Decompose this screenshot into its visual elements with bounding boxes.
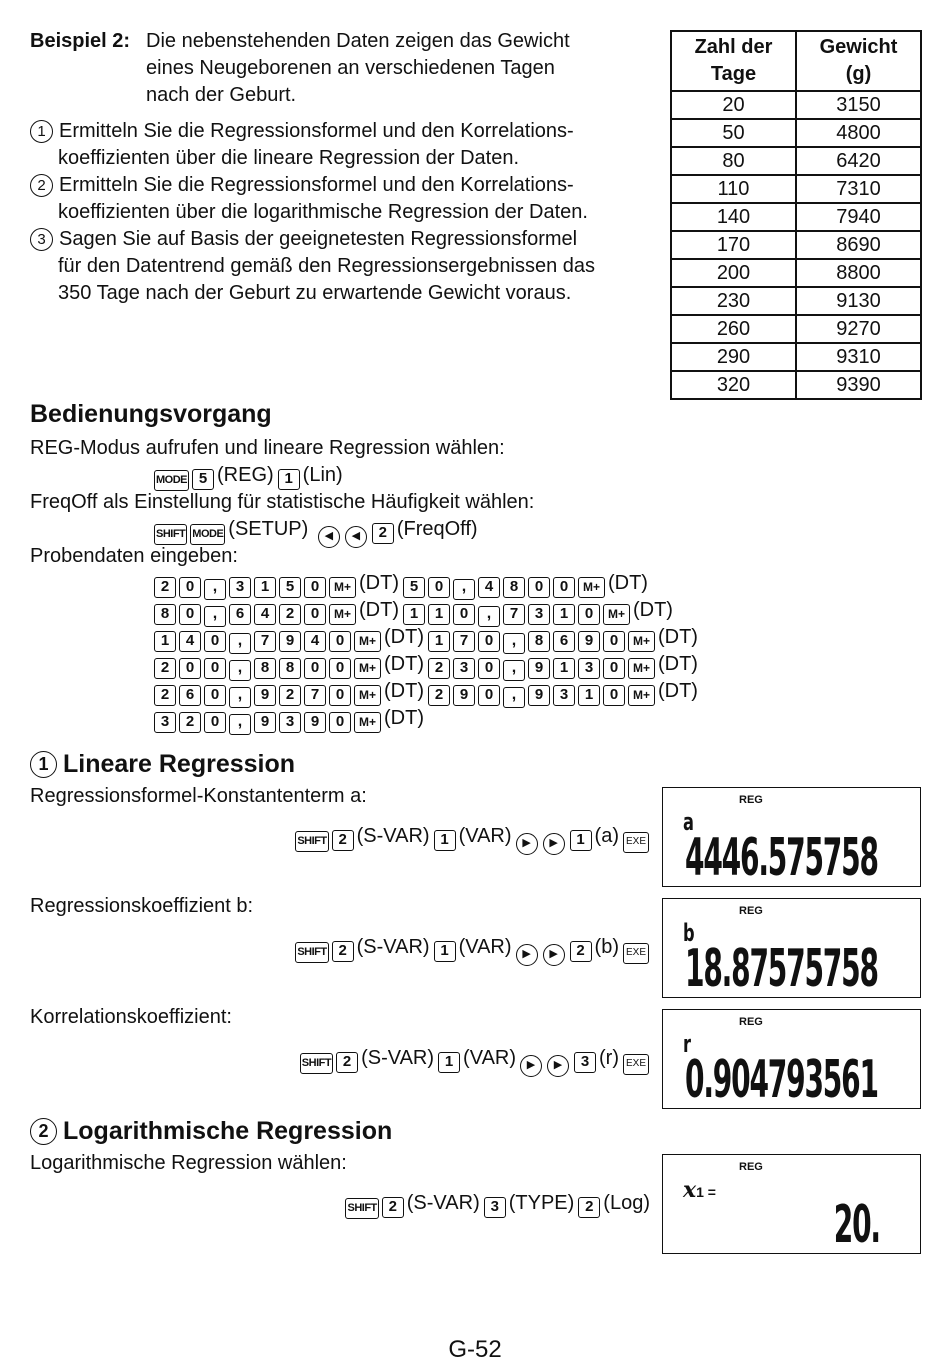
task-text: koeffizienten über die lineare Regression der Daten. xyxy=(58,147,520,169)
key-sequence xyxy=(295,934,652,961)
cell-days: 320 xyxy=(671,371,796,399)
digit-key[interactable]: 2 xyxy=(279,685,301,706)
digit-key[interactable]: 8 xyxy=(528,631,550,652)
display-value: 4446.575758 xyxy=(685,828,878,888)
digit-key[interactable]: 6 xyxy=(229,604,251,625)
shift-key[interactable]: SHIFT xyxy=(295,831,328,852)
data-entry-line xyxy=(154,651,702,678)
key-5[interactable]: 5 xyxy=(192,469,214,490)
digit-key[interactable]: 4 xyxy=(304,631,326,652)
digit-key[interactable]: 0 xyxy=(329,685,351,706)
key-annotation: (SETUP) xyxy=(228,518,309,540)
data-table xyxy=(670,30,922,400)
key-2[interactable]: 2 xyxy=(336,1052,358,1073)
digit-key[interactable]: 9 xyxy=(279,631,301,652)
digit-key[interactable]: 7 xyxy=(453,631,475,652)
digit-key[interactable]: 0 xyxy=(603,685,625,706)
calculator-display xyxy=(662,1009,921,1109)
cell-days: 200 xyxy=(671,259,796,287)
digit-key[interactable]: 6 xyxy=(179,685,201,706)
cell-days: 260 xyxy=(671,315,796,343)
key-annotation: (DT) xyxy=(607,572,648,594)
comma-key[interactable]: , xyxy=(478,606,500,627)
digit-key[interactable]: 0 xyxy=(329,658,351,679)
digit-key[interactable]: 3 xyxy=(578,658,600,679)
digit-key[interactable]: 0 xyxy=(329,712,351,733)
section-number: 1 xyxy=(30,751,57,778)
key-annotation: (a) xyxy=(594,825,619,847)
step-text: FreqOff als Einstellung für statistische Häufigkeit wählen: xyxy=(30,491,535,513)
digit-key[interactable]: 0 xyxy=(304,604,326,625)
cell-weight: 8800 xyxy=(796,259,921,287)
step-text: REG-Modus aufrufen und lineare Regression wählen: xyxy=(30,437,505,459)
digit-key[interactable]: 3 xyxy=(453,658,475,679)
digit-key[interactable]: 0 xyxy=(603,658,625,679)
digit-key[interactable]: 1 xyxy=(428,604,450,625)
exe-key[interactable]: EXE xyxy=(623,832,649,853)
display-value: 0.904793561 xyxy=(685,1050,878,1110)
shift-key[interactable]: SHIFT xyxy=(154,524,187,545)
comma-key[interactable]: , xyxy=(453,579,475,600)
key-2[interactable]: 2 xyxy=(332,830,354,851)
task-1 xyxy=(30,118,574,145)
mplus-key[interactable]: M+ xyxy=(603,604,630,625)
mplus-key[interactable]: M+ xyxy=(354,685,381,706)
digit-key[interactable]: 0 xyxy=(528,577,550,598)
mplus-key[interactable]: M+ xyxy=(329,577,356,598)
cell-weight: 9270 xyxy=(796,315,921,343)
mode-indicator: REG xyxy=(739,794,763,806)
digit-key[interactable]: 2 xyxy=(428,685,450,706)
table-row xyxy=(671,119,921,147)
digit-key[interactable]: 5 xyxy=(403,577,425,598)
data-entry-line xyxy=(154,624,702,651)
key-3[interactable]: 3 xyxy=(484,1197,506,1218)
cell-days: 80 xyxy=(671,147,796,175)
cell-days: 170 xyxy=(671,231,796,259)
cell-weight: 9310 xyxy=(796,343,921,371)
key-annotation: (DT) xyxy=(384,653,424,675)
mplus-key[interactable]: M+ xyxy=(354,658,381,679)
step-text: Probendaten eingeben: xyxy=(30,545,238,567)
data-entry-line xyxy=(154,678,702,705)
key-annotation: (VAR) xyxy=(458,825,512,847)
table-row xyxy=(671,315,921,343)
table-row xyxy=(671,231,921,259)
key-sequence xyxy=(300,1045,652,1072)
digit-key[interactable]: 0 xyxy=(304,658,326,679)
comma-key[interactable]: , xyxy=(503,687,525,708)
cell-days: 110 xyxy=(671,175,796,203)
data-entry-line xyxy=(154,705,428,732)
mplus-key[interactable]: M+ xyxy=(354,631,381,652)
digit-key[interactable]: 0 xyxy=(553,577,575,598)
task-text: für den Datentrend gemäß den Regressionsergebnissen das xyxy=(58,255,595,277)
digit-key[interactable]: 2 xyxy=(154,577,176,598)
key-sequence xyxy=(154,462,347,489)
section-heading-linear xyxy=(30,750,295,779)
mode-indicator: REG xyxy=(739,1016,763,1028)
digit-key[interactable]: 7 xyxy=(503,604,525,625)
digit-key[interactable]: 7 xyxy=(254,631,276,652)
digit-key[interactable]: 8 xyxy=(154,604,176,625)
key-last[interactable]: 1 xyxy=(570,830,592,851)
section-heading: Bedienungsvorgang xyxy=(30,400,272,428)
key-annotation: (b) xyxy=(594,936,619,958)
table-row xyxy=(671,343,921,371)
digit-key[interactable]: 0 xyxy=(179,658,201,679)
digit-key[interactable]: 5 xyxy=(279,577,301,598)
task-number: 2 xyxy=(30,174,53,197)
digit-key[interactable]: 0 xyxy=(304,577,326,598)
digit-key[interactable]: 9 xyxy=(578,631,600,652)
digit-key[interactable]: 9 xyxy=(304,712,326,733)
cursor-right-key[interactable]: ▶ xyxy=(547,1055,569,1077)
section-title: Logarithmische Regression xyxy=(63,1117,393,1145)
key-annotation: (Log) xyxy=(603,1192,650,1214)
cursor-left-key[interactable]: ◀ xyxy=(318,526,340,548)
calculator-display xyxy=(662,1154,921,1254)
display-variable: x1 = xyxy=(683,1177,716,1203)
digit-key[interactable]: 9 xyxy=(528,658,550,679)
mplus-key[interactable]: M+ xyxy=(628,658,655,679)
task-number: 1 xyxy=(30,120,53,143)
key-last[interactable]: 2 xyxy=(570,941,592,962)
cell-days: 50 xyxy=(671,119,796,147)
data-entry-line xyxy=(154,597,677,624)
key-1[interactable]: 1 xyxy=(434,830,456,851)
task-text: Ermitteln Sie die Regressionsformel und den Korrelations- xyxy=(59,174,574,196)
cursor-right-key[interactable]: ▶ xyxy=(516,944,538,966)
display-variable: a xyxy=(683,808,694,836)
key-last[interactable]: 3 xyxy=(574,1052,596,1073)
cell-weight: 4800 xyxy=(796,119,921,147)
shift-key[interactable]: SHIFT xyxy=(345,1198,378,1219)
digit-key[interactable]: 0 xyxy=(578,604,600,625)
digit-key[interactable]: 3 xyxy=(154,712,176,733)
key-2[interactable]: 2 xyxy=(382,1197,404,1218)
cell-weight: 7310 xyxy=(796,175,921,203)
cell-weight: 9390 xyxy=(796,371,921,399)
digit-key[interactable]: 0 xyxy=(204,631,226,652)
digit-key[interactable]: 9 xyxy=(254,712,276,733)
key-2[interactable]: 2 xyxy=(578,1197,600,1218)
digit-key[interactable]: 2 xyxy=(154,658,176,679)
item-label: Logarithmische Regression wählen: xyxy=(30,1152,347,1174)
calculator-display xyxy=(662,787,921,887)
digit-key[interactable]: 1 xyxy=(154,631,176,652)
cell-weight: 9130 xyxy=(796,287,921,315)
table-row xyxy=(671,175,921,203)
digit-key[interactable]: 8 xyxy=(279,658,301,679)
data-entry-line xyxy=(154,570,652,597)
table-header-days: Zahl der Tage xyxy=(671,31,796,91)
digit-key[interactable]: 0 xyxy=(603,631,625,652)
digit-key[interactable]: 8 xyxy=(254,658,276,679)
key-1[interactable]: 1 xyxy=(434,941,456,962)
digit-key[interactable]: 1 xyxy=(428,631,450,652)
comma-key[interactable]: , xyxy=(204,606,226,627)
digit-key[interactable]: 0 xyxy=(179,577,201,598)
digit-key[interactable]: 0 xyxy=(478,685,500,706)
digit-key[interactable]: 2 xyxy=(179,712,201,733)
digit-key[interactable]: 7 xyxy=(304,685,326,706)
table-row xyxy=(671,287,921,315)
comma-key[interactable]: , xyxy=(229,660,251,681)
digit-key[interactable]: 3 xyxy=(229,577,251,598)
digit-key[interactable]: 1 xyxy=(578,685,600,706)
intro-line: Die nebenstehenden Daten zeigen das Gewicht xyxy=(146,30,570,52)
digit-key[interactable]: 0 xyxy=(453,604,475,625)
digit-key[interactable]: 4 xyxy=(478,577,500,598)
digit-key[interactable]: 0 xyxy=(204,685,226,706)
cell-weight: 8690 xyxy=(796,231,921,259)
mplus-key[interactable]: M+ xyxy=(354,712,381,733)
key-annotation: (TYPE) xyxy=(508,1192,575,1214)
key-annotation: (S-VAR) xyxy=(361,1047,435,1069)
exe-key[interactable]: EXE xyxy=(623,943,649,964)
example-label: Beispiel 2: xyxy=(30,30,131,52)
key-annotation: (DT) xyxy=(384,626,424,648)
digit-key[interactable]: 4 xyxy=(254,604,276,625)
cell-weight: 6420 xyxy=(796,147,921,175)
digit-key[interactable]: 0 xyxy=(204,658,226,679)
task-text: koeffizienten über die logarithmische Regression der Daten. xyxy=(58,201,588,223)
table-header-weight: Gewicht (g) xyxy=(796,31,921,91)
task-text: Sagen Sie auf Basis der geeignetesten Regressionsformel xyxy=(59,228,578,250)
table-row xyxy=(671,91,921,119)
cell-days: 230 xyxy=(671,287,796,315)
task-number: 3 xyxy=(30,228,53,251)
comma-key[interactable]: , xyxy=(229,633,251,654)
digit-key[interactable]: 0 xyxy=(428,577,450,598)
key-annotation: (Lin) xyxy=(302,464,343,486)
comma-key[interactable]: , xyxy=(229,687,251,708)
comma-key[interactable]: , xyxy=(204,579,226,600)
table-row xyxy=(671,259,921,287)
mode-key[interactable]: MODE xyxy=(190,524,225,545)
digit-key[interactable]: 1 xyxy=(254,577,276,598)
key-annotation: (S-VAR) xyxy=(406,1192,480,1214)
key-annotation: (r) xyxy=(599,1047,619,1069)
cursor-right-key[interactable]: ▶ xyxy=(516,833,538,855)
comma-key[interactable]: , xyxy=(229,714,251,735)
mode-key[interactable]: MODE xyxy=(154,470,189,491)
cell-days: 20 xyxy=(671,91,796,119)
cell-days: 290 xyxy=(671,343,796,371)
cursor-right-key[interactable]: ▶ xyxy=(520,1055,542,1077)
shift-key[interactable]: SHIFT xyxy=(295,942,328,963)
digit-key[interactable]: 3 xyxy=(279,712,301,733)
key-2[interactable]: 2 xyxy=(332,941,354,962)
table-row xyxy=(671,371,921,399)
key-1[interactable]: 1 xyxy=(438,1052,460,1073)
digit-key[interactable]: 3 xyxy=(553,685,575,706)
item-label: Regressionskoeffizient b: xyxy=(30,895,254,917)
digit-key[interactable]: 0 xyxy=(179,604,201,625)
shift-key[interactable]: SHIFT xyxy=(300,1053,333,1074)
cell-weight: 7940 xyxy=(796,203,921,231)
item-label: Korrelationskoeffizient: xyxy=(30,1006,232,1028)
key-annotation: (DT) xyxy=(384,707,424,729)
key-annotation: (DT) xyxy=(384,680,424,702)
section-heading-log xyxy=(30,1117,392,1146)
mplus-key[interactable]: M+ xyxy=(628,631,655,652)
calculator-display xyxy=(662,898,921,998)
key-annotation: (DT) xyxy=(359,572,399,594)
intro-line: nach der Geburt. xyxy=(146,84,297,106)
digit-key[interactable]: 9 xyxy=(254,685,276,706)
key-1[interactable]: 1 xyxy=(278,469,300,490)
mplus-key[interactable]: M+ xyxy=(578,577,605,598)
digit-key[interactable]: 1 xyxy=(403,604,425,625)
key-annotation: (DT) xyxy=(657,626,698,648)
display-value: 20. xyxy=(833,1195,880,1255)
intro-line: eines Neugeborenen an verschiedenen Tagen xyxy=(146,57,555,79)
cell-weight: 3150 xyxy=(796,91,921,119)
task-2 xyxy=(30,172,574,199)
table-row xyxy=(671,147,921,175)
key-sequence xyxy=(345,1190,654,1217)
display-variable: b xyxy=(683,919,695,947)
mode-indicator: REG xyxy=(739,1161,763,1173)
digit-key[interactable]: 9 xyxy=(453,685,475,706)
page-number: G-52 xyxy=(448,1336,502,1363)
digit-key[interactable]: 8 xyxy=(503,577,525,598)
digit-key[interactable]: 1 xyxy=(553,604,575,625)
digit-key[interactable]: 0 xyxy=(478,631,500,652)
key-annotation: (S-VAR) xyxy=(356,936,430,958)
mplus-key[interactable]: M+ xyxy=(329,604,356,625)
key-sequence xyxy=(154,516,482,543)
task-text: Ermitteln Sie die Regressionsformel und den Korrelations- xyxy=(59,120,574,142)
key-annotation: (S-VAR) xyxy=(356,825,430,847)
task-text: 350 Tage nach der Geburt zu erwartende Gewicht voraus. xyxy=(58,282,572,304)
key-annotation: (DT) xyxy=(359,599,399,621)
cell-days: 140 xyxy=(671,203,796,231)
key-annotation: (VAR) xyxy=(463,1047,517,1069)
cursor-right-key[interactable]: ▶ xyxy=(543,833,565,855)
cursor-left-key[interactable]: ◀ xyxy=(345,526,367,548)
digit-key[interactable]: 6 xyxy=(553,631,575,652)
digit-key[interactable]: 1 xyxy=(553,658,575,679)
mode-indicator: REG xyxy=(739,905,763,917)
item-label: Regressionsformel-Konstantenterm a: xyxy=(30,785,367,807)
digit-key[interactable]: 0 xyxy=(329,631,351,652)
key-annotation: (FreqOff) xyxy=(396,518,478,540)
task-3 xyxy=(30,226,577,253)
digit-key[interactable]: 9 xyxy=(528,685,550,706)
digit-key[interactable]: 2 xyxy=(279,604,301,625)
key-annotation: (DT) xyxy=(632,599,673,621)
key-annotation: (DT) xyxy=(657,653,698,675)
digit-key[interactable]: 0 xyxy=(204,712,226,733)
section-title: Lineare Regression xyxy=(63,750,296,778)
digit-key[interactable]: 2 xyxy=(428,658,450,679)
comma-key[interactable]: , xyxy=(503,660,525,681)
digit-key[interactable]: 3 xyxy=(528,604,550,625)
display-value: 18.87575758 xyxy=(685,939,878,999)
key-annotation: (DT) xyxy=(657,680,698,702)
key-sequence xyxy=(295,823,652,850)
display-variable: r xyxy=(683,1030,691,1058)
comma-key[interactable]: , xyxy=(503,633,525,654)
digit-key[interactable]: 4 xyxy=(179,631,201,652)
exe-key[interactable]: EXE xyxy=(623,1054,649,1075)
section-number: 2 xyxy=(30,1118,57,1145)
key-2[interactable]: 2 xyxy=(372,523,394,544)
digit-key[interactable]: 0 xyxy=(478,658,500,679)
mplus-key[interactable]: M+ xyxy=(628,685,655,706)
key-annotation: (REG) xyxy=(217,464,274,486)
key-annotation: (VAR) xyxy=(458,936,512,958)
cursor-right-key[interactable]: ▶ xyxy=(543,944,565,966)
table-row xyxy=(671,203,921,231)
digit-key[interactable]: 2 xyxy=(154,685,176,706)
